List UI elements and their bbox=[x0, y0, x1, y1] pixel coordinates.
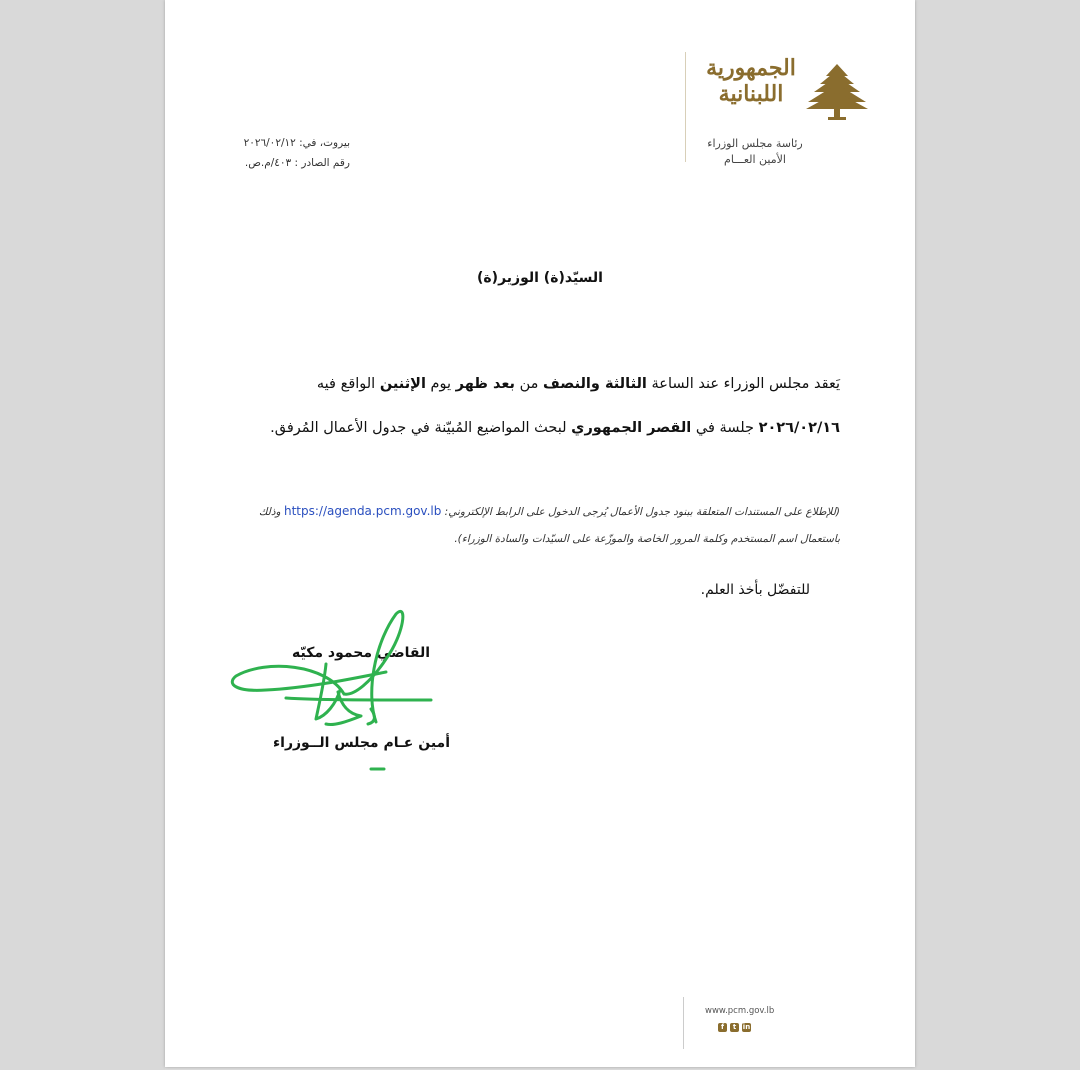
background-left bbox=[0, 0, 165, 1070]
body-text: من bbox=[514, 376, 544, 392]
linkedin-icon[interactable]: in bbox=[742, 1023, 751, 1031]
footer-website[interactable]: www.pcm.gov.lb bbox=[705, 1006, 775, 1016]
footer-divider bbox=[683, 997, 684, 1049]
body-text: الواقع فيه bbox=[316, 376, 380, 392]
republic-emblem-text bbox=[700, 55, 802, 107]
body-date: ٢٠٢٦/٠٢/١٦ bbox=[758, 420, 840, 436]
office-secretary-general: الأمين العـــام bbox=[724, 153, 786, 166]
body-text: لبحث المواضيع المُبيّنة في جدول الأعمال المُرفق. bbox=[270, 420, 572, 436]
signatory-name: القاضي محمود مكيّه bbox=[292, 645, 430, 661]
body-text: يَعقد مجلس الوزراء عند الساعة bbox=[646, 376, 840, 392]
note-text: وذلك باستعمال اسم المستخدم وكلمة المرور الخاصة والموزّعة على السيّدات والسادة الوزراء). bbox=[258, 506, 840, 545]
closing-line: للتفضّل بأخذ العلم. bbox=[700, 582, 810, 598]
header-divider bbox=[685, 52, 686, 162]
office-presidency: رئاسة مجلس الوزراء bbox=[707, 137, 803, 150]
body-day: الإثنين bbox=[379, 376, 426, 392]
agenda-link[interactable]: https://agenda.pcm.gov.lb bbox=[283, 504, 442, 518]
emblem-line-lebanese: اللبنانية bbox=[718, 81, 784, 107]
background-right bbox=[915, 0, 1080, 1070]
twitter-icon[interactable]: t bbox=[730, 1023, 739, 1032]
agenda-note bbox=[250, 498, 840, 553]
body-text: جلسة في bbox=[691, 420, 759, 436]
salutation: السيّد(ة) الوزير(ة) bbox=[477, 270, 603, 286]
social-icons bbox=[718, 1023, 751, 1032]
note-text: (للإطلاع على المستندات المتعلقة ببنود جدول الأعمال يُرجى الدخول على الرابط الإلكتروني: bbox=[441, 506, 840, 518]
signatory-title: أمين عـام مجلس الــوزراء bbox=[272, 735, 450, 751]
body-paragraph bbox=[250, 362, 840, 450]
cedar-emblem-icon bbox=[804, 62, 870, 122]
signature-icon bbox=[226, 604, 436, 779]
body-time: الثالثة والنصف bbox=[543, 376, 647, 392]
reference-number: رقم الصادر : ٤٠٣/م.ص. bbox=[244, 157, 350, 169]
facebook-icon[interactable]: f bbox=[718, 1023, 727, 1032]
body-afternoon: بعد ظهر bbox=[455, 376, 515, 392]
body-text: يوم bbox=[425, 376, 456, 392]
letter-date: بيروت، في: ٢٠٢٦/٠٢/١٢ bbox=[243, 137, 350, 149]
body-venue: القصر الجمهوري bbox=[571, 420, 692, 436]
emblem-line-republic: الجمهورية bbox=[706, 55, 796, 81]
office-block bbox=[700, 136, 810, 168]
